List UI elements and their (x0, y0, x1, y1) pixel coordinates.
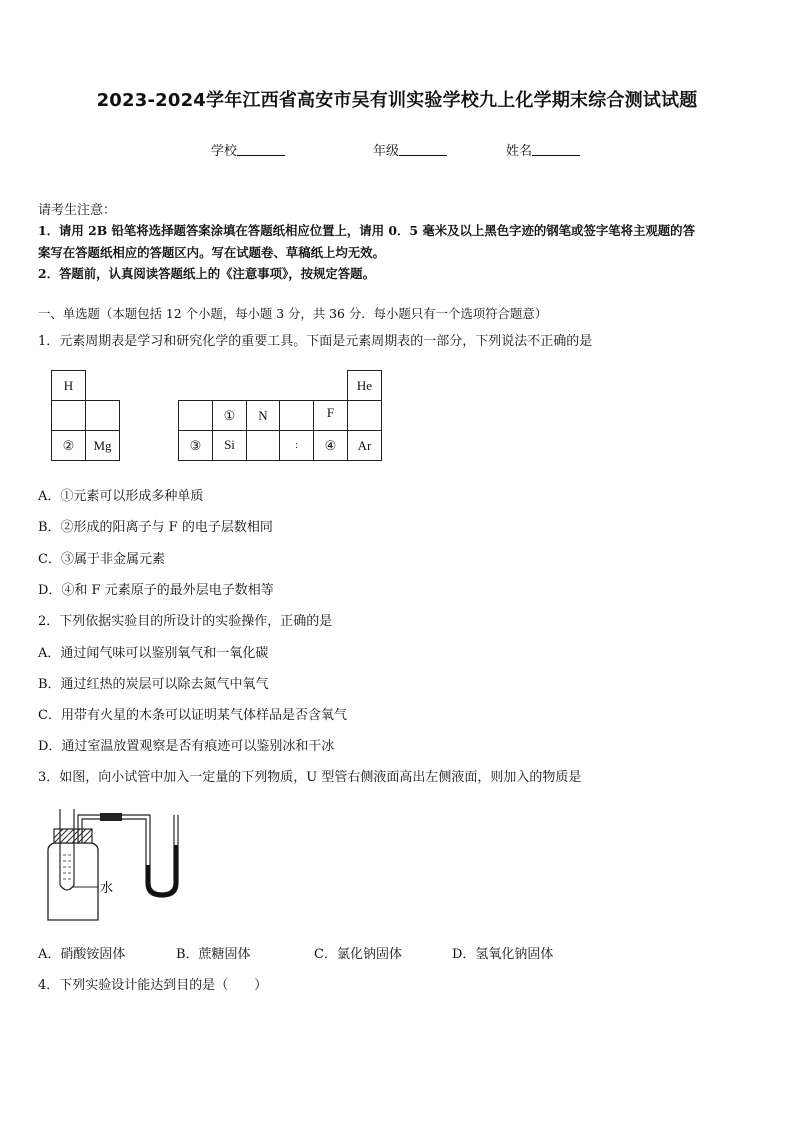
q3-stem: 3．如图，向小试管中加入一定量的下列物质，U 型管右侧液面高出左侧液面，则加入的物质是 (38, 770, 582, 785)
q1-option-d[interactable]: D．④和 F 元素原子的最外层电子数相等 (38, 583, 274, 598)
notice-item-1: 1．请用 2B 铅笔将选择题答案涂填在答题纸相应位置上，请用 0．5 毫米及以上黑色字迹的钢笔或签字笔将主观题的答 (38, 223, 695, 238)
cell-r2-18 (347, 400, 382, 431)
q3-option-d[interactable]: D．氢氧化钠固体 (452, 947, 554, 962)
cell-f (313, 400, 348, 431)
notice-item-1-cont: 案写在答题纸相应的答题区内。写在试题卷、草稿纸上均无效。 (38, 245, 385, 260)
name-blank[interactable] (532, 143, 580, 156)
cell-marker-4 (313, 430, 348, 461)
school-label: 学校 (211, 144, 238, 159)
school-field (211, 140, 285, 159)
notice-heading: 请考生注意： (38, 203, 117, 218)
cell-marker-2 (51, 430, 86, 461)
cell-r3-15 (246, 430, 280, 461)
school-blank[interactable] (237, 143, 285, 156)
cell-n-text: N (258, 407, 268, 423)
u-tube-apparatus-figure (40, 805, 200, 927)
cell-si-text: Si (224, 437, 235, 452)
grade-field (373, 140, 447, 159)
grade-label: 年级 (373, 144, 400, 159)
q1-stem: 1．元素周期表是学习和研究化学的重要工具。下面是元素周期表的一部分，下列说法不正确的是 (38, 334, 593, 349)
section-heading: 一、单选题（本题包括 12 个小题，每小题 3 分，共 36 分．每小题只有一个选项符合题意） (38, 306, 548, 321)
cell-he (347, 370, 382, 401)
q1-option-c[interactable]: C．③属于非金属元素 (38, 552, 165, 567)
rubber-joint (100, 813, 122, 821)
cell-mg-text: Mg (93, 438, 112, 453)
cell-n (246, 400, 280, 431)
cell-si (212, 430, 247, 461)
cell-marker-3 (178, 430, 213, 461)
water-dashes (63, 855, 71, 879)
cell-r2-16 (279, 400, 314, 431)
cell-marker-1-text: ① (223, 407, 236, 423)
u-tube-outline (140, 815, 178, 897)
cell-he-text: He (356, 377, 373, 393)
bottle-outline (48, 843, 98, 920)
cell-mg (85, 430, 120, 461)
cell-marker-2-text: ② (62, 437, 75, 453)
grade-blank[interactable] (399, 143, 447, 156)
cell-marker-3-text: ③ (189, 437, 202, 453)
q3-option-c[interactable]: C．氯化钠固体 (314, 947, 402, 962)
cell-r3-16 (279, 430, 314, 461)
q2-stem: 2．下列依据实验目的所设计的实验操作，正确的是 (38, 614, 333, 629)
q2-option-d[interactable]: D．通过室温放置观察是否有痕迹可以鉴别冰和干冰 (38, 739, 335, 754)
small-test-tube (60, 809, 74, 890)
cell-h-text: H (63, 377, 74, 393)
cell-r2-2 (85, 400, 120, 431)
u-tube-inner (150, 815, 174, 893)
q3-option-a[interactable]: A．硝酸铵固体 (38, 947, 126, 962)
name-field (506, 140, 580, 159)
cell-h (51, 370, 86, 401)
q1-option-a[interactable]: A．①元素可以形成多种单质 (38, 489, 204, 504)
q2-option-b[interactable]: B．通过红热的炭层可以除去氮气中氧气 (38, 677, 269, 692)
q4-stem: 4．下列实验设计能达到目的是（ ） (38, 978, 268, 993)
cell-r2-13 (178, 400, 213, 431)
name-label: 姓名 (506, 144, 533, 159)
cell-f-text: F (326, 405, 335, 420)
water-label: 水 (100, 881, 114, 896)
cell-r2-1 (51, 400, 86, 431)
q2-option-c[interactable]: C．用带有火星的木条可以证明某气体样品是否含氧气 (38, 708, 347, 723)
notice-item-2: 2．答题前，认真阅读答题纸上的《注意事项》，按规定答题。 (38, 266, 375, 281)
q3-option-b[interactable]: B．蔗糖固体 (176, 947, 251, 962)
cell-colon-text: : (295, 440, 298, 451)
cell-ar-text: Ar (357, 437, 372, 453)
q1-option-b[interactable]: B．②形成的阳离子与 F 的电子层数相同 (38, 520, 273, 535)
page-title: 2023-2024学年江西省高安市吴有训实验学校九上化学期末综合测试试题 (96, 90, 698, 111)
cell-marker-1 (212, 400, 247, 431)
q2-option-a[interactable]: A．通过闻气味可以鉴别氧气和一氧化碳 (38, 646, 269, 661)
u-tube-liquid (146, 845, 178, 897)
cell-ar (347, 430, 382, 461)
cell-marker-4-text: ④ (324, 437, 337, 453)
